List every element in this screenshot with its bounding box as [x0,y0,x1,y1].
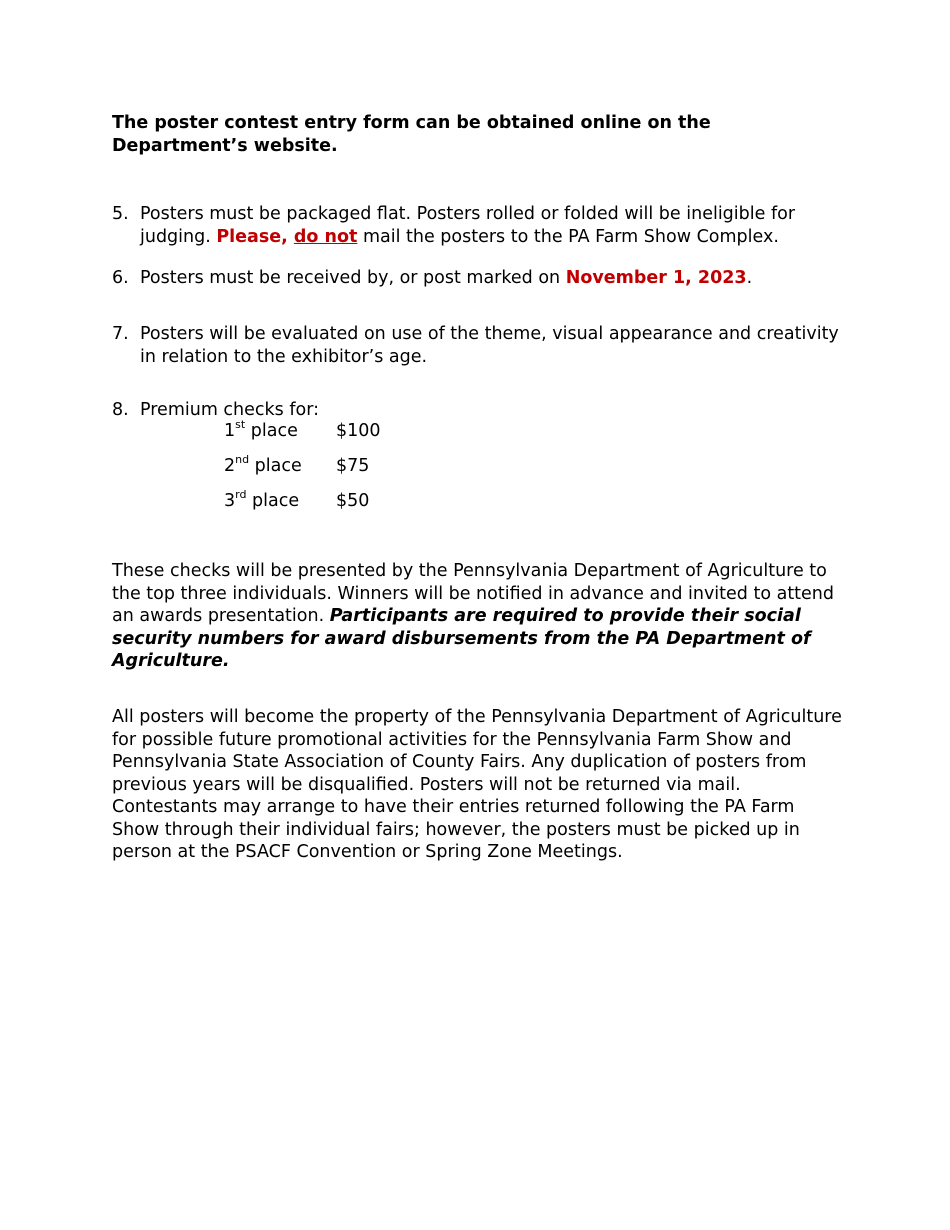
prize-amount: $100 [336,421,381,441]
prize-row-second [224,455,524,478]
item-5-please: Please, [216,226,294,247]
rule-item-5 [112,203,847,248]
item-5-do-not: do not [293,226,358,247]
item-5-text-a: Posters must be packaged flat. Posters rolled or folded will be ineligible for judging. [140,204,796,247]
item-number: 7. [112,324,129,344]
item-5-text-b: mail the posters to the PA Farm Show Complex. [357,226,779,247]
rule-item-7 [112,323,847,368]
checks-paragraph [112,560,847,673]
ssn-requirement: Participants are required to provide their social security numbers for award disbursements from the PA Department of Agriculture. [112,606,811,671]
item-text: Posters will be evaluated on use of the theme, visual appearance and creativity in relation to the exhibitor’s age. [140,324,839,367]
item-number: 5. [112,204,129,224]
item-text [140,267,847,290]
intro-notice: The poster contest entry form can be obtained online on the Department’s website. [112,113,711,156]
prize-place: 3rd place [224,488,300,511]
item-number: 8. [112,400,129,420]
deadline-date: November 1, 2023 [565,268,747,288]
item-6-text-a: Posters must be received by, or post marked on [140,268,566,288]
prize-place: 1st place [224,418,298,441]
rule-item-8 [112,399,847,422]
prize-row-first [224,420,524,443]
prize-amount: $75 [336,456,370,476]
prize-row-third [224,490,524,513]
rule-item-6 [112,267,847,290]
item-number: 6. [112,268,129,288]
prize-amount: $50 [336,491,370,511]
checks-paragraph-text: These checks will be presented by the Pennsylvania Department of Agriculture to the top three individuals. Winners will be notified in advance and invited to attend an awards presentation. [112,561,835,626]
item-text [140,203,847,248]
item-6-text-b: . [746,268,753,288]
property-paragraph: All posters will become the property of the Pennsylvania Department of Agriculture for possible future promotional activities for the Pennsylvania Farm Show and Pennsylvania State Association of County Fairs. Any duplication of posters from previous years will be disqualified. Posters will not be returned via mail. Contestants may arrange to have their entries returned following the PA Farm Show through their individual fairs; however, the posters must be picked up in person at the PSACF Convention or Spring Zone Meetings. [112,707,842,862]
prize-place: 2nd place [224,453,302,476]
item-text: Premium checks for: [140,400,319,420]
